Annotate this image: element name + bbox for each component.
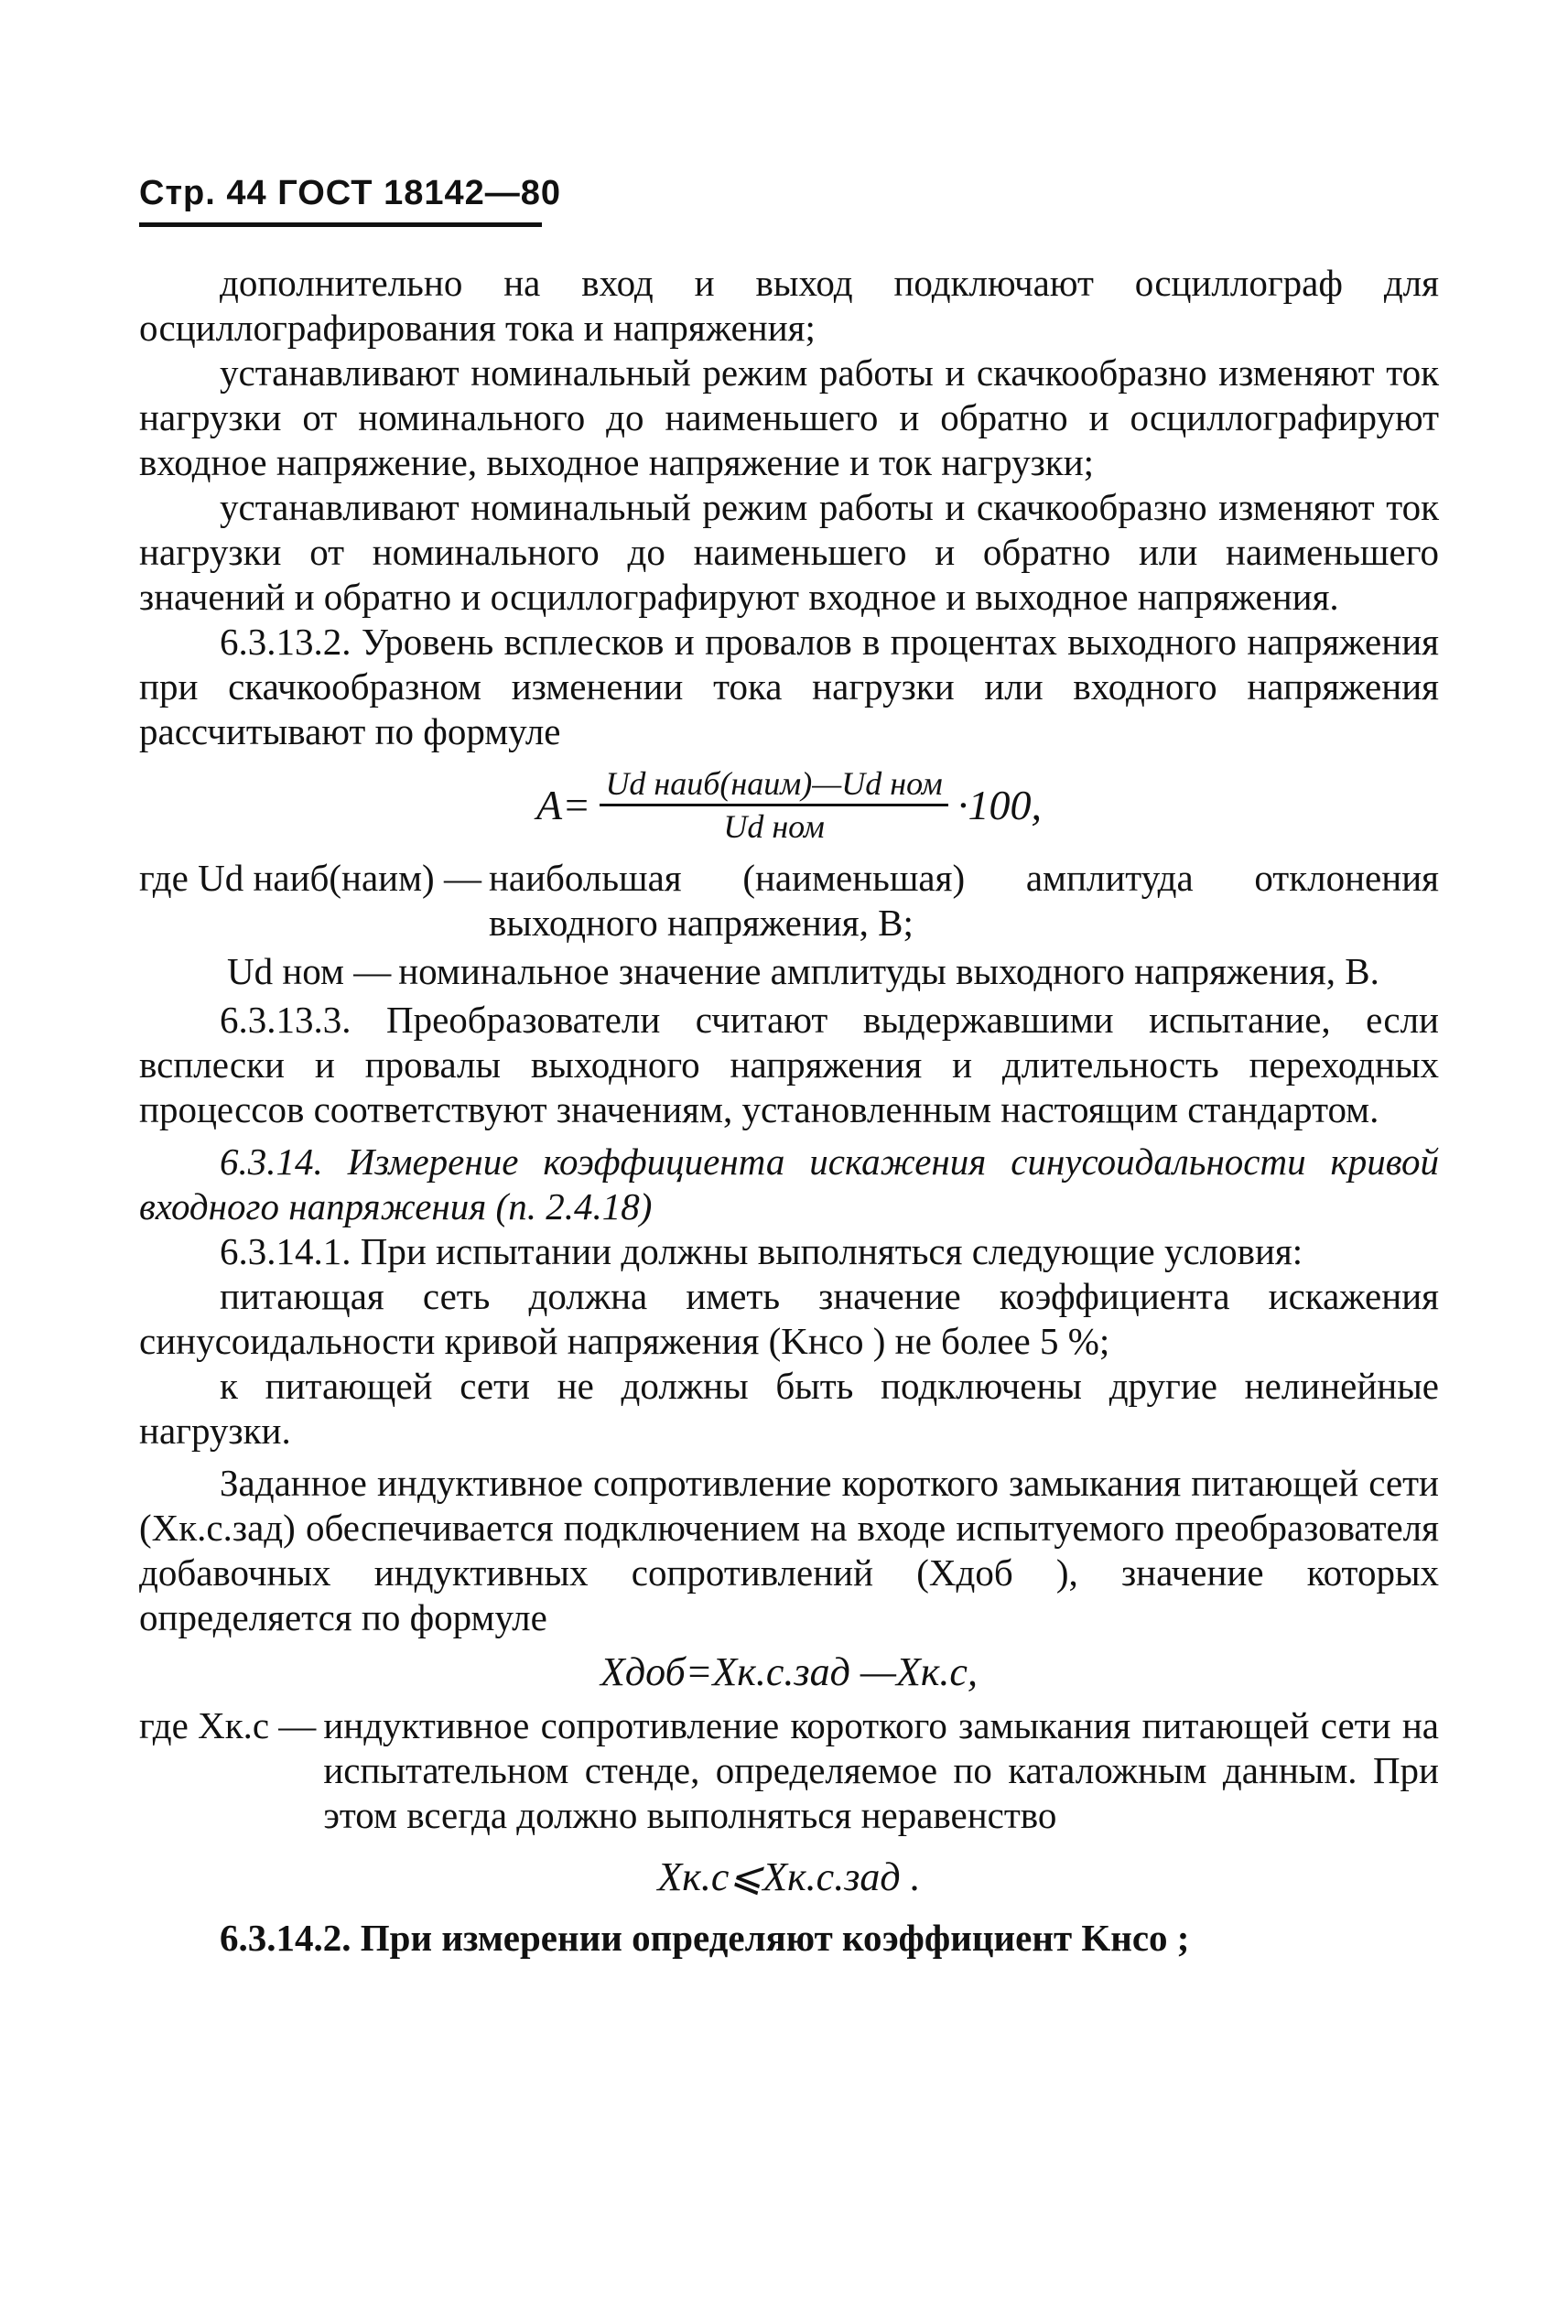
document-body [139,261,1439,1961]
definition-row [139,949,1439,994]
formula-inequality: Xк.с⩽Xк.с.зад . [657,1854,921,1899]
definition-text: индуктивное сопротивление короткого замыкания питающей сети на испытательном стенде, определяемое по каталожным данным. При этом всегда должно выполняться неравенство [323,1704,1439,1836]
definition-term: Ud ном — [227,950,392,992]
formula-numerator: Ud наиб(наим)—Ud ном [600,763,947,806]
paragraph: 6.3.13.3. Преобразователи считают выдержавшими испытание, если всплески и провалы выходного напряжения и длительность переходных процессов соответствуют значениям, установленным настоящим стандартом. [139,999,1439,1130]
paragraph: питающая сеть должна иметь значение коэффициента искажения синусоидальности кривой напряжения (Kнсо ) не более 5 %; [139,1275,1439,1362]
formula-denominator: Ud ном [723,808,825,845]
paragraph: устанавливают номинальный режим работы и скачкообразно изменяют ток нагрузки от номинального до наименьшего и обратно или наименьшего значений и обратно и осциллографируют входное и выходное напряжения. [139,486,1439,618]
paragraph: 6.3.13.2. Уровень всплесков и провалов в процентах выходного напряжения при скачкообразном изменении тока нагрузки или входного напряжения рассчитывают по формуле [139,621,1439,752]
formula-level [139,763,1439,847]
definition-row [139,856,1439,946]
definition-term: где Ud наиб(наим) — [139,857,481,899]
formula-rhs: ·100, [957,782,1042,828]
page-header: Стр. 44 ГОСТ 18142—80 [139,174,562,212]
header-rule [139,222,542,227]
paragraph: 6.3.14.1. При испытании должны выполняться следующие условия: [220,1230,1303,1272]
paragraph: к питающей сети не должны быть подключены другие нелинейные нагрузки. [139,1365,1439,1452]
definition-text: номинальное значение амплитуды выходного напряжения, В. [398,950,1379,992]
section-heading: 6.3.14. Измерение коэффициента искажения синусоидальности кривой входного напряжения (п. 2.4.18) [139,1140,1439,1227]
formula-lhs: A= [536,782,591,828]
paragraph: устанавливают номинальный режим работы и скачкообразно изменяют ток нагрузки от номинального до наименьшего и обратно и осциллографируют входное напряжение, выходное напряжение и ток нагрузки; [139,351,1439,483]
paragraph: дополнительно на вход и выход подключают осциллограф для осциллографирования тока и напряжения; [139,262,1439,349]
paragraph: 6.3.14.2. При измерении определяют коэффициент Kнсо ; [220,1917,1190,1959]
formula-fraction [600,763,947,847]
formula-xdob: Xдоб=Xк.с.зад —Xк.с, [600,1649,978,1694]
definition-row [139,1703,1439,1838]
definition-text: наибольшая (наименьшая) амплитуда отклонения выходного напряжения, В; [488,857,1439,944]
definition-term: где Xк.с — [139,1704,317,1746]
paragraph: Заданное индуктивное сопротивление короткого замыкания питающей сети (Xк.с.зад) обеспечивается подключением на входе испытуемого преобразователя добавочных индуктивных сопротивлений (Xдоб ), значение которых определяется по формуле [139,1462,1439,1638]
